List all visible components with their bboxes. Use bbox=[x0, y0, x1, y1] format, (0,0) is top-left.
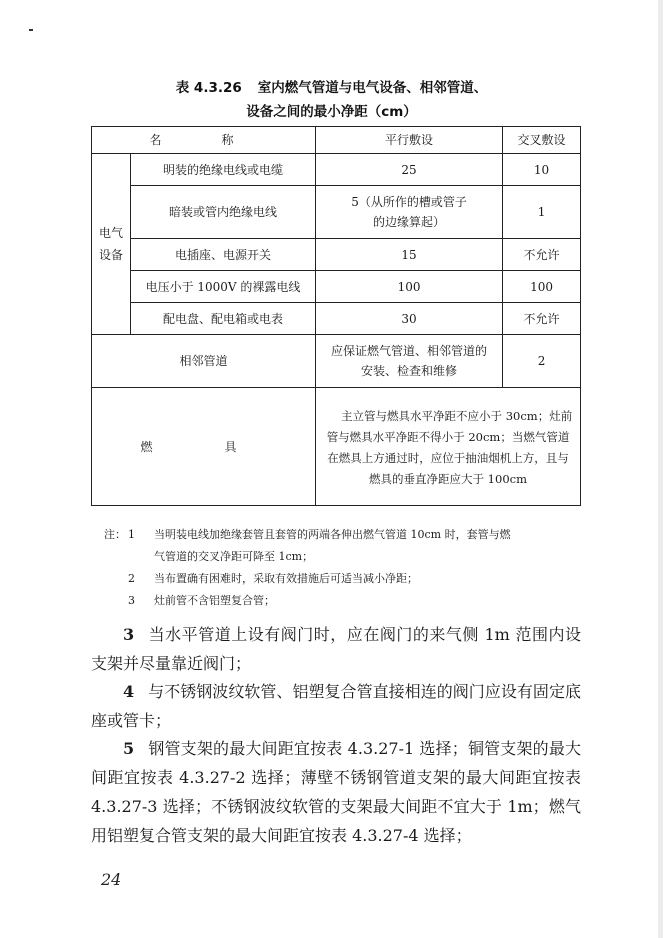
note-item bbox=[104, 590, 584, 612]
scan-speck bbox=[29, 29, 33, 31]
paragraph-number: 3 bbox=[123, 625, 135, 644]
paragraph-number: 5 bbox=[123, 739, 135, 758]
table-row bbox=[92, 239, 581, 271]
row-cross: 不允许 bbox=[503, 303, 581, 335]
row-name: 电压小于 1000V 的裸露电线 bbox=[131, 271, 316, 303]
header-name: 名 称 bbox=[92, 127, 316, 154]
table-row bbox=[92, 186, 581, 239]
note-text: 当明装电线加绝缘套管且套管的两端各伸出燃气管道 10cm 时，套管与燃 bbox=[154, 528, 511, 541]
row-name: 电插座、电源开关 bbox=[131, 239, 316, 271]
table-row-burner bbox=[92, 388, 581, 506]
table-row-adjacent-pipe bbox=[92, 335, 581, 388]
header-cross: 交叉敷设 bbox=[503, 127, 581, 154]
paragraph-3 bbox=[91, 620, 581, 678]
table-notes bbox=[104, 524, 584, 612]
row-parallel: 30 bbox=[316, 303, 503, 335]
table-row bbox=[92, 154, 581, 186]
table-caption-line2 bbox=[0, 100, 663, 120]
note-number: 2 bbox=[128, 572, 135, 585]
table-title-line1: 室内燃气管道与电气设备、相邻管道、 bbox=[257, 80, 488, 96]
header-parallel: 平行敷设 bbox=[316, 127, 503, 154]
note-text: 当布置确有困难时，采取有效措施后可适当减小净距； bbox=[154, 572, 418, 585]
row-parallel: 15 bbox=[316, 239, 503, 271]
row-parallel: 5（从所作的槽或管子 的边缘算起） bbox=[316, 186, 503, 239]
electrical-group-label: 电气设备 bbox=[92, 154, 131, 335]
table-row bbox=[92, 303, 581, 335]
note-text: 灶前管不含铝塑复合管； bbox=[154, 594, 275, 607]
paragraph-number: 4 bbox=[123, 682, 135, 701]
row-cross: 10 bbox=[503, 154, 581, 186]
note-item bbox=[104, 524, 584, 546]
page-edge bbox=[658, 0, 663, 938]
page-number: 24 bbox=[101, 870, 122, 889]
row-cross: 100 bbox=[503, 271, 581, 303]
clearance-table bbox=[91, 126, 581, 506]
row-cross: 2 bbox=[503, 335, 581, 388]
paragraph-text: 钢管支架的最大间距宜按表 4.3.27-1 选择；铜管支架的最大间距宜按表 4.3.27-2 选择；薄壁不锈钢管道支架的最大间距宜按表 4.3.27-3 选择；不锈钢波纹软管的支架最大间距不宜大于 1m；燃气用铝塑复合管支架的最大间距宜按表 4.3.27-4 选择； bbox=[91, 739, 581, 845]
note-prefix: 注： bbox=[104, 528, 126, 541]
row-parallel: 应保证燃气管道、相邻管道的 安装、检查和维修 bbox=[316, 335, 503, 388]
row-cross: 1 bbox=[503, 186, 581, 239]
paragraph-text: 当水平管道上设有阀门时，应在阀门的来气侧 1m 范围内设支架并尽量靠近阀门； bbox=[91, 625, 581, 673]
row-name: 暗装或管内绝缘电线 bbox=[131, 186, 316, 239]
note-number: 1 bbox=[128, 528, 135, 541]
note-text: 气管道的交叉净距可降至 1cm； bbox=[154, 550, 314, 563]
row-name: 明装的绝缘电线或电缆 bbox=[131, 154, 316, 186]
row-name: 配电盘、配电箱或电表 bbox=[131, 303, 316, 335]
row-parallel: 100 bbox=[316, 271, 503, 303]
note-item-continued bbox=[104, 546, 584, 568]
row-name: 相邻管道 bbox=[92, 335, 316, 388]
table-header-row bbox=[92, 127, 581, 154]
row-name: 燃 具 bbox=[92, 388, 316, 506]
paragraph-4 bbox=[91, 677, 581, 735]
table-row bbox=[92, 271, 581, 303]
row-cross: 不允许 bbox=[503, 239, 581, 271]
note-item bbox=[104, 568, 584, 590]
row-parallel: 25 bbox=[316, 154, 503, 186]
paragraph-text: 与不锈钢波纹软管、铝塑复合管直接相连的阀门应设有固定底座或管卡； bbox=[91, 682, 581, 730]
burner-requirement: 主立管与燃具水平净距不应小于 30cm；灶前管与燃具水平净距不得小于 20cm；当燃气管道在燃具上方通过时，应位于抽油烟机上方，且与燃具的垂直净距应大于 100cm bbox=[316, 388, 581, 506]
table-number: 表 4.3.26 bbox=[175, 80, 242, 96]
table-caption-line1 bbox=[0, 76, 663, 96]
table-title-line2: 设备之间的最小净距（cm） bbox=[246, 104, 417, 120]
note-number: 3 bbox=[128, 594, 135, 607]
paragraph-5 bbox=[91, 734, 581, 850]
